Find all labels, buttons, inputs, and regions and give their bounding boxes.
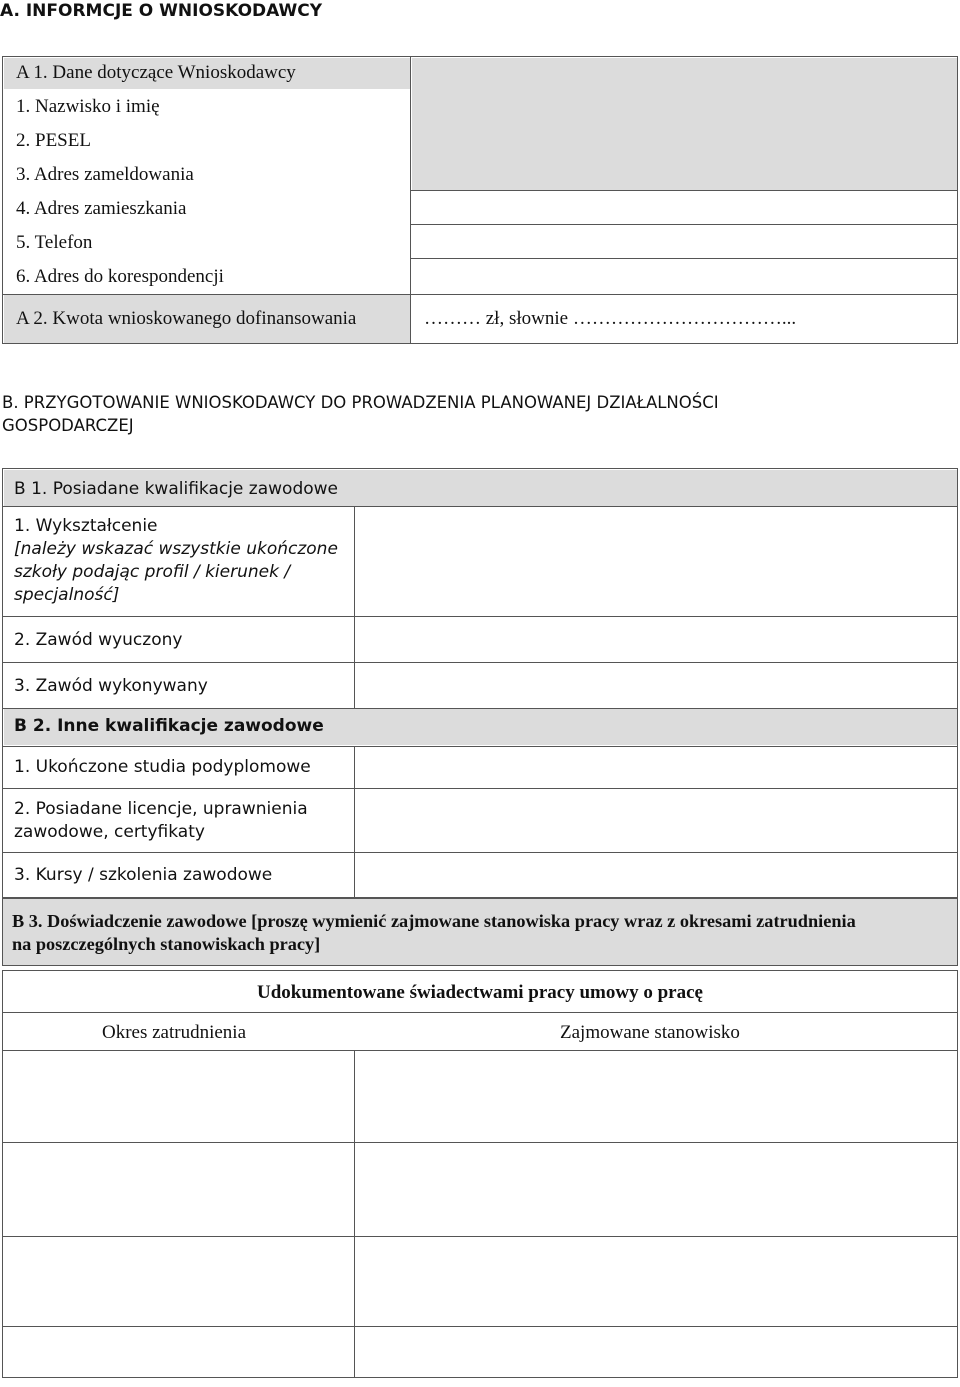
- field-pesel-label: 2. PESEL: [16, 130, 91, 151]
- b1-divider: [354, 506, 355, 708]
- field-residence-address-label: 4. Adres zamieszkania: [16, 198, 187, 219]
- section-b-title-line2: GOSPODARCZEJ: [2, 416, 134, 435]
- a1-heading: A 1. Dane dotyczące Wnioskodawcy: [16, 62, 296, 83]
- b1-profession-learned-label: 2. Zawód wyuczony: [14, 630, 183, 650]
- b1-heading: B 1. Posiadane kwalifikacje zawodowe: [14, 479, 338, 499]
- section-a-title: A. INFORMCJE O WNIOSKODAWCY: [0, 1, 323, 21]
- b3-heading-cell: [2, 898, 958, 966]
- b1-profession-practiced-label: 3. Zawód wykonywany: [14, 676, 208, 696]
- b2-heading: B 2. Inne kwalifikacje zawodowe: [14, 716, 324, 736]
- b2-licenses-label: 2. Posiadane licencje, uprawnienia: [14, 799, 308, 819]
- b2-divider: [354, 746, 355, 898]
- b3-heading: B 3. Doświadczenie zawodowe [proszę wymienić zajmowane stanowiska pracy wraz z okresami zatrudnienia: [12, 911, 856, 931]
- field-name-label: 1. Nazwisko i imię: [16, 96, 160, 117]
- col-position-header: Zajmowane stanowisko: [560, 1022, 740, 1043]
- col-period-header: Okres zatrudnienia: [102, 1022, 247, 1043]
- section-b-title-line1: B. PRZYGOTOWANIE WNIOSKODAWCY DO PROWADZENIA PLANOWANEJ DZIAŁALNOŚCI: [2, 393, 719, 412]
- a2-label: A 2. Kwota wnioskowanego dofinansowania: [16, 308, 357, 329]
- b2-postgrad-label: 1. Ukończone studia podyplomowe: [14, 757, 311, 777]
- b1-education-label: 1. Wykształcenie: [14, 516, 158, 536]
- employment-table-title: Udokumentowane świadectwami pracy umowy o pracę: [257, 982, 703, 1003]
- a1-gray-right: [412, 58, 957, 190]
- field-phone-label: 5. Telefon: [16, 232, 93, 253]
- a-table-divider: [410, 56, 411, 344]
- a2-amount-field[interactable]: ……… zł, słownie ……………………………...: [424, 308, 797, 329]
- employment-divider: [354, 1050, 355, 1378]
- b2-courses-label: 3. Kursy / szkolenia zawodowe: [14, 865, 273, 885]
- field-registered-address-label: 3. Adres zameldowania: [16, 164, 194, 185]
- b1-education-hint: [należy wskazać wszystkie ukończone: [14, 539, 338, 559]
- field-correspondence-address-label: 6. Adres do korespondencji: [16, 266, 224, 287]
